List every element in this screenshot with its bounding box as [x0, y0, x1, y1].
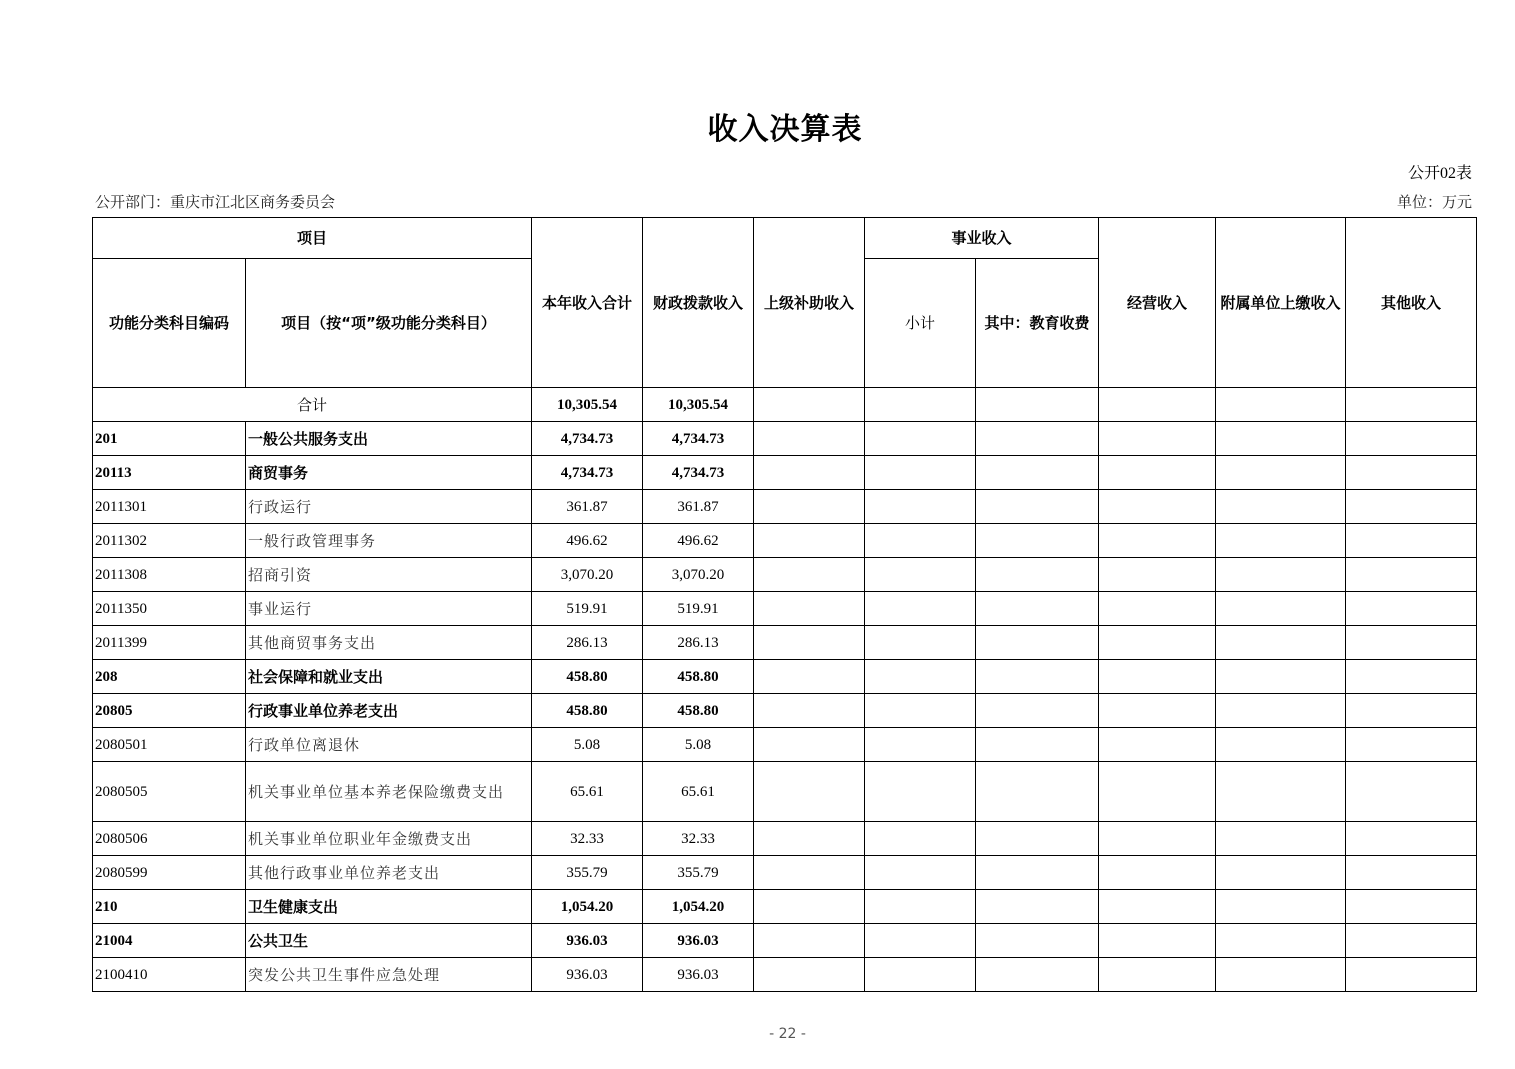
empty-cell: [976, 422, 1099, 456]
row-name: 行政单位离退休: [246, 728, 532, 762]
empty-cell: [754, 660, 865, 694]
row-code: 20113: [93, 456, 246, 490]
empty-cell: [976, 626, 1099, 660]
row-total: 5.08: [532, 728, 643, 762]
empty-cell: [865, 890, 976, 924]
row-total: 4,734.73: [532, 456, 643, 490]
empty-cell: [1099, 660, 1216, 694]
row-fiscal: 1,054.20: [643, 890, 754, 924]
header-business: 事业收入: [865, 218, 1099, 259]
empty-cell: [976, 822, 1099, 856]
row-code: 2011308: [93, 558, 246, 592]
row-total: 355.79: [532, 856, 643, 890]
empty-cell: [1216, 490, 1346, 524]
empty-cell: [1216, 456, 1346, 490]
form-number: 公开02表: [1407, 165, 1472, 182]
table-row: [93, 958, 1477, 992]
row-total: 361.87: [532, 490, 643, 524]
empty-cell: [1099, 524, 1216, 558]
empty-cell: [976, 924, 1099, 958]
row-code: 2080506: [93, 822, 246, 856]
empty-cell: [1346, 762, 1477, 822]
row-fiscal: 496.62: [643, 524, 754, 558]
empty-cell: [754, 958, 865, 992]
table-row: [93, 558, 1477, 592]
empty-cell: [1346, 958, 1477, 992]
total-fiscal: 10,305.54: [643, 388, 754, 422]
header-subtotal: 小计: [865, 259, 976, 388]
row-total: 936.03: [532, 958, 643, 992]
table-row: [93, 422, 1477, 456]
empty-cell: [1346, 592, 1477, 626]
empty-cell: [976, 890, 1099, 924]
table-row: [93, 822, 1477, 856]
empty-cell: [865, 822, 976, 856]
empty-cell: [1099, 924, 1216, 958]
empty-cell: [976, 958, 1099, 992]
empty-cell: [1099, 558, 1216, 592]
empty-cell: [1099, 592, 1216, 626]
empty-cell: [1346, 924, 1477, 958]
header-affiliate: 附属单位上缴收入: [1216, 218, 1346, 388]
empty-cell: [865, 456, 976, 490]
empty-cell: [865, 694, 976, 728]
empty-cell: [1216, 958, 1346, 992]
row-code: 2011301: [93, 490, 246, 524]
empty-cell: [1216, 694, 1346, 728]
empty-cell: [976, 592, 1099, 626]
empty-cell: [1216, 924, 1346, 958]
row-total: 3,070.20: [532, 558, 643, 592]
empty-cell: [754, 728, 865, 762]
table-row: [93, 490, 1477, 524]
empty-cell: [754, 822, 865, 856]
empty-cell: [1099, 856, 1216, 890]
table-row: [93, 924, 1477, 958]
empty-cell: [1216, 890, 1346, 924]
empty-cell: [1216, 728, 1346, 762]
table-row: [93, 456, 1477, 490]
empty-cell: [1346, 728, 1477, 762]
empty-cell: [865, 660, 976, 694]
empty-cell: [1216, 762, 1346, 822]
row-fiscal: 936.03: [643, 958, 754, 992]
empty-cell: [754, 924, 865, 958]
empty-cell: [1216, 592, 1346, 626]
header-education: 其中：教育收费: [976, 259, 1099, 388]
table-header: [93, 218, 1477, 422]
row-total: 1,054.20: [532, 890, 643, 924]
empty-cell: [865, 958, 976, 992]
row-code: 2080501: [93, 728, 246, 762]
empty-cell: [754, 694, 865, 728]
row-fiscal: 519.91: [643, 592, 754, 626]
empty-cell: [976, 490, 1099, 524]
empty-cell: [1346, 660, 1477, 694]
row-name: 一般公共服务支出: [246, 422, 532, 456]
table-row: [93, 856, 1477, 890]
empty-cell: [1099, 456, 1216, 490]
row-code: 21004: [93, 924, 246, 958]
row-fiscal: 4,734.73: [643, 456, 754, 490]
table-row: [93, 762, 1477, 822]
empty-cell: [754, 524, 865, 558]
row-name: 突发公共卫生事件应急处理: [246, 958, 532, 992]
income-table: [92, 217, 1477, 992]
unit-label: 单位：万元: [1396, 193, 1472, 211]
empty-cell: [865, 626, 976, 660]
row-fiscal: 361.87: [643, 490, 754, 524]
empty-cell: [1346, 890, 1477, 924]
empty-cell: [1099, 694, 1216, 728]
empty-cell: [1099, 958, 1216, 992]
row-total: 286.13: [532, 626, 643, 660]
empty-cell: [865, 490, 976, 524]
row-total: 65.61: [532, 762, 643, 822]
department-label: 公开部门：重庆市江北区商务委员会: [95, 193, 336, 211]
row-total: 519.91: [532, 592, 643, 626]
empty-cell: [865, 728, 976, 762]
row-fiscal: 5.08: [643, 728, 754, 762]
empty-cell: [1099, 822, 1216, 856]
row-total: 458.80: [532, 694, 643, 728]
row-total: 32.33: [532, 822, 643, 856]
empty-cell: [754, 422, 865, 456]
empty-cell: [865, 422, 976, 456]
empty-cell: [1216, 524, 1346, 558]
empty-cell: [1216, 822, 1346, 856]
empty-cell: [754, 626, 865, 660]
row-code: 2011399: [93, 626, 246, 660]
empty-cell: [1099, 422, 1216, 456]
table-row: [93, 592, 1477, 626]
empty-cell: [754, 456, 865, 490]
row-total: 458.80: [532, 660, 643, 694]
row-name: 其他行政事业单位养老支出: [246, 856, 532, 890]
row-code: 2100410: [93, 958, 246, 992]
total-row: [93, 388, 1477, 422]
empty-cell: [865, 524, 976, 558]
row-name: 事业运行: [246, 592, 532, 626]
empty-cell: [1346, 626, 1477, 660]
empty-cell: [865, 924, 976, 958]
row-name: 行政事业单位养老支出: [246, 694, 532, 728]
table-row: [93, 660, 1477, 694]
empty-cell: [865, 762, 976, 822]
header-name: 项目（按“项”级功能分类科目）: [246, 259, 532, 388]
row-fiscal: 65.61: [643, 762, 754, 822]
row-fiscal: 458.80: [643, 660, 754, 694]
total-amount: 10,305.54: [532, 388, 643, 422]
row-name: 卫生健康支出: [246, 890, 532, 924]
empty-cell: [976, 524, 1099, 558]
empty-cell: [1346, 856, 1477, 890]
table-row: [93, 626, 1477, 660]
table-row: [93, 694, 1477, 728]
empty-cell: [1346, 422, 1477, 456]
row-code: 210: [93, 890, 246, 924]
empty-cell: [1099, 490, 1216, 524]
empty-cell: [1346, 524, 1477, 558]
row-code: 201: [93, 422, 246, 456]
empty-cell: [1099, 762, 1216, 822]
empty-cell: [1216, 558, 1346, 592]
empty-cell: [976, 558, 1099, 592]
row-name: 机关事业单位基本养老保险缴费支出: [246, 762, 532, 822]
row-code: 20805: [93, 694, 246, 728]
empty-cell: [1099, 890, 1216, 924]
row-fiscal: 458.80: [643, 694, 754, 728]
header-other: 其他收入: [1346, 218, 1477, 388]
row-code: 208: [93, 660, 246, 694]
row-fiscal: 3,070.20: [643, 558, 754, 592]
header-total: 本年收入合计: [532, 218, 643, 388]
empty-cell: [1216, 856, 1346, 890]
empty-cell: [754, 856, 865, 890]
table-body: [93, 422, 1477, 992]
empty-cell: [1216, 422, 1346, 456]
row-fiscal: 286.13: [643, 626, 754, 660]
empty-cell: [1216, 626, 1346, 660]
row-code: 2080505: [93, 762, 246, 822]
row-name: 其他商贸事务支出: [246, 626, 532, 660]
row-fiscal: 936.03: [643, 924, 754, 958]
page-title: 收入决算表: [707, 112, 863, 147]
row-name: 公共卫生: [246, 924, 532, 958]
empty-cell: [754, 490, 865, 524]
empty-cell: [1216, 660, 1346, 694]
row-fiscal: 4,734.73: [643, 422, 754, 456]
row-code: 2011350: [93, 592, 246, 626]
empty-cell: [1099, 728, 1216, 762]
header-item: 项目: [93, 218, 532, 259]
row-total: 936.03: [532, 924, 643, 958]
empty-cell: [976, 694, 1099, 728]
table-row: [93, 728, 1477, 762]
row-name: 社会保障和就业支出: [246, 660, 532, 694]
row-name: 招商引资: [246, 558, 532, 592]
row-total: 496.62: [532, 524, 643, 558]
header-fiscal: 财政拨款收入: [643, 218, 754, 388]
row-fiscal: 355.79: [643, 856, 754, 890]
empty-cell: [976, 660, 1099, 694]
table-row: [93, 890, 1477, 924]
empty-cell: [754, 890, 865, 924]
empty-cell: [754, 762, 865, 822]
row-name: 商贸事务: [246, 456, 532, 490]
row-name: 机关事业单位职业年金缴费支出: [246, 822, 532, 856]
header-code: 功能分类科目编码: [93, 259, 246, 388]
total-label: 合计: [93, 388, 532, 422]
row-total: 4,734.73: [532, 422, 643, 456]
empty-cell: [865, 592, 976, 626]
empty-cell: [754, 558, 865, 592]
empty-cell: [1099, 626, 1216, 660]
empty-cell: [976, 762, 1099, 822]
empty-cell: [1346, 822, 1477, 856]
empty-cell: [865, 558, 976, 592]
row-name: 行政运行: [246, 490, 532, 524]
page-number: - 22 -: [769, 1026, 806, 1042]
table-row: [93, 524, 1477, 558]
row-code: 2011302: [93, 524, 246, 558]
header-operating: 经营收入: [1099, 218, 1216, 388]
empty-cell: [1346, 558, 1477, 592]
empty-cell: [976, 456, 1099, 490]
empty-cell: [865, 856, 976, 890]
empty-cell: [1346, 490, 1477, 524]
header-superior: 上级补助收入: [754, 218, 865, 388]
empty-cell: [976, 728, 1099, 762]
empty-cell: [754, 592, 865, 626]
row-code: 2080599: [93, 856, 246, 890]
row-fiscal: 32.33: [643, 822, 754, 856]
empty-cell: [976, 856, 1099, 890]
row-name: 一般行政管理事务: [246, 524, 532, 558]
empty-cell: [1346, 694, 1477, 728]
empty-cell: [1346, 456, 1477, 490]
